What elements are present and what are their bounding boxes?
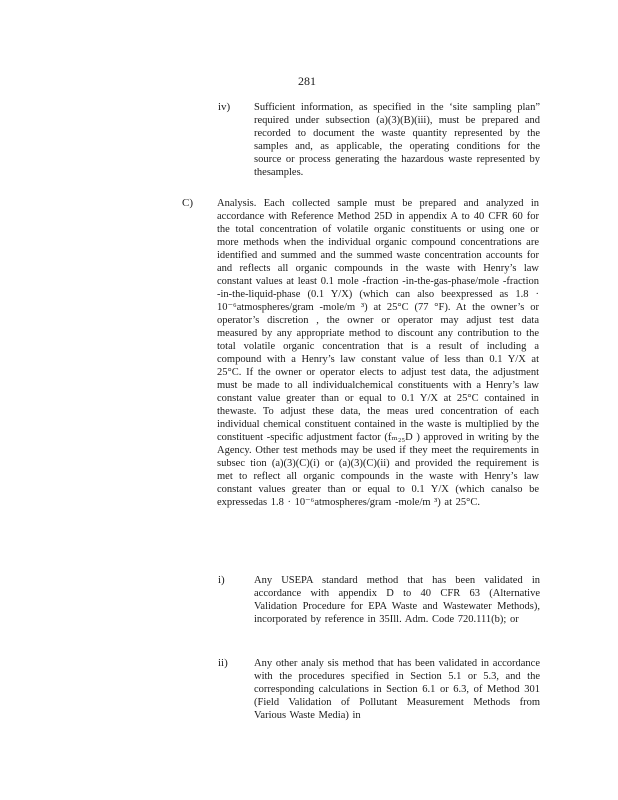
item-iv-label: iv) <box>218 101 231 113</box>
item-c-label: C) <box>182 197 193 209</box>
item-ii-text: Any other analy sis method that has been validated in accordance with the procedures specified in Section 5.1 or 5.3, and the corresponding calculations in Section 6.1 or 6.3, of Method 301 (Field Validation of Pollutant Measurement Methods from Various Waste Media) in <box>254 658 540 721</box>
item-c-text: Analysis. Each collected sample must be prepared and analyzed in accordance with Reference Method 25D in appendix A to 40 CFR 60 for the total concentration of volatile organic constituents or using one or more methods when the individual organic compound concentrations are identified and summed and the summed waste concentration accounts for and reflects all organic compounds in the waste with Henry’s law constant values at least 0.1 mole -fraction -in-the-gas-phase/mole -fraction -in-the-liquid-phase (0.1 Y/X) (which can also beexpressed as 1.8 · 10⁻⁶atmospheres/gram -mole/m ³) at 25°C (77 °F). At the owner’s or operator’s discretion , the owner or operator may adjust test data measured by any appropriate method to discount any contribution to the total volatile organic concentration that is a result of including a compound with a Henry’s law constant value of less than 0.1 Y/X at 25°C. If the owner or operator elects to adjust test data, the adjustment must be made to all individualchemical constituents with a Henry’s law constant value greater than or equal to 0.1 Y/X at 25°C contained in thewaste. To adjust these data, the meas ured concentration of each individual chemical constituent contained in the waste is multiplied by the constituent -specific adjustment factor (fₘ₂₅D ) approved in writing by the Agency. Other test methods may be used if they meet the requirements in subsec tion (a)(3)(C)(i) or (a)(3)(C)(ii) and provided the requirement is met to reflect all organic compounds in the waste with Henry’s law constant values greater than or equal to 0.1 Y/X (which canalso be expressedas 1.8 · 10⁻⁶atmospheres/gram -mole/m ³) at 25°C. <box>217 198 540 508</box>
item-ii-label: ii) <box>218 657 228 669</box>
item-iv-text: Sufficient information, as specified in the ‘site sampling plan” required under subsection (a)(3)(B)(iii), must be prepared and recorded to document the waste quantity represented by the samples and, as applicable, the operating conditions for the source or process generating the hazardous waste represented by thesamples. <box>254 102 540 178</box>
item-i-label: i) <box>218 574 225 586</box>
page-number: 281 <box>298 74 316 88</box>
item-i-text: Any USEPA standard method that has been validated in accordance with appendix D to 40 CFR 63 (Alternative Validation Procedure for EPA Waste and Wastewater Methods), incorporated by reference in 35Ill. Adm. Code 720.111(b); or <box>254 575 540 625</box>
